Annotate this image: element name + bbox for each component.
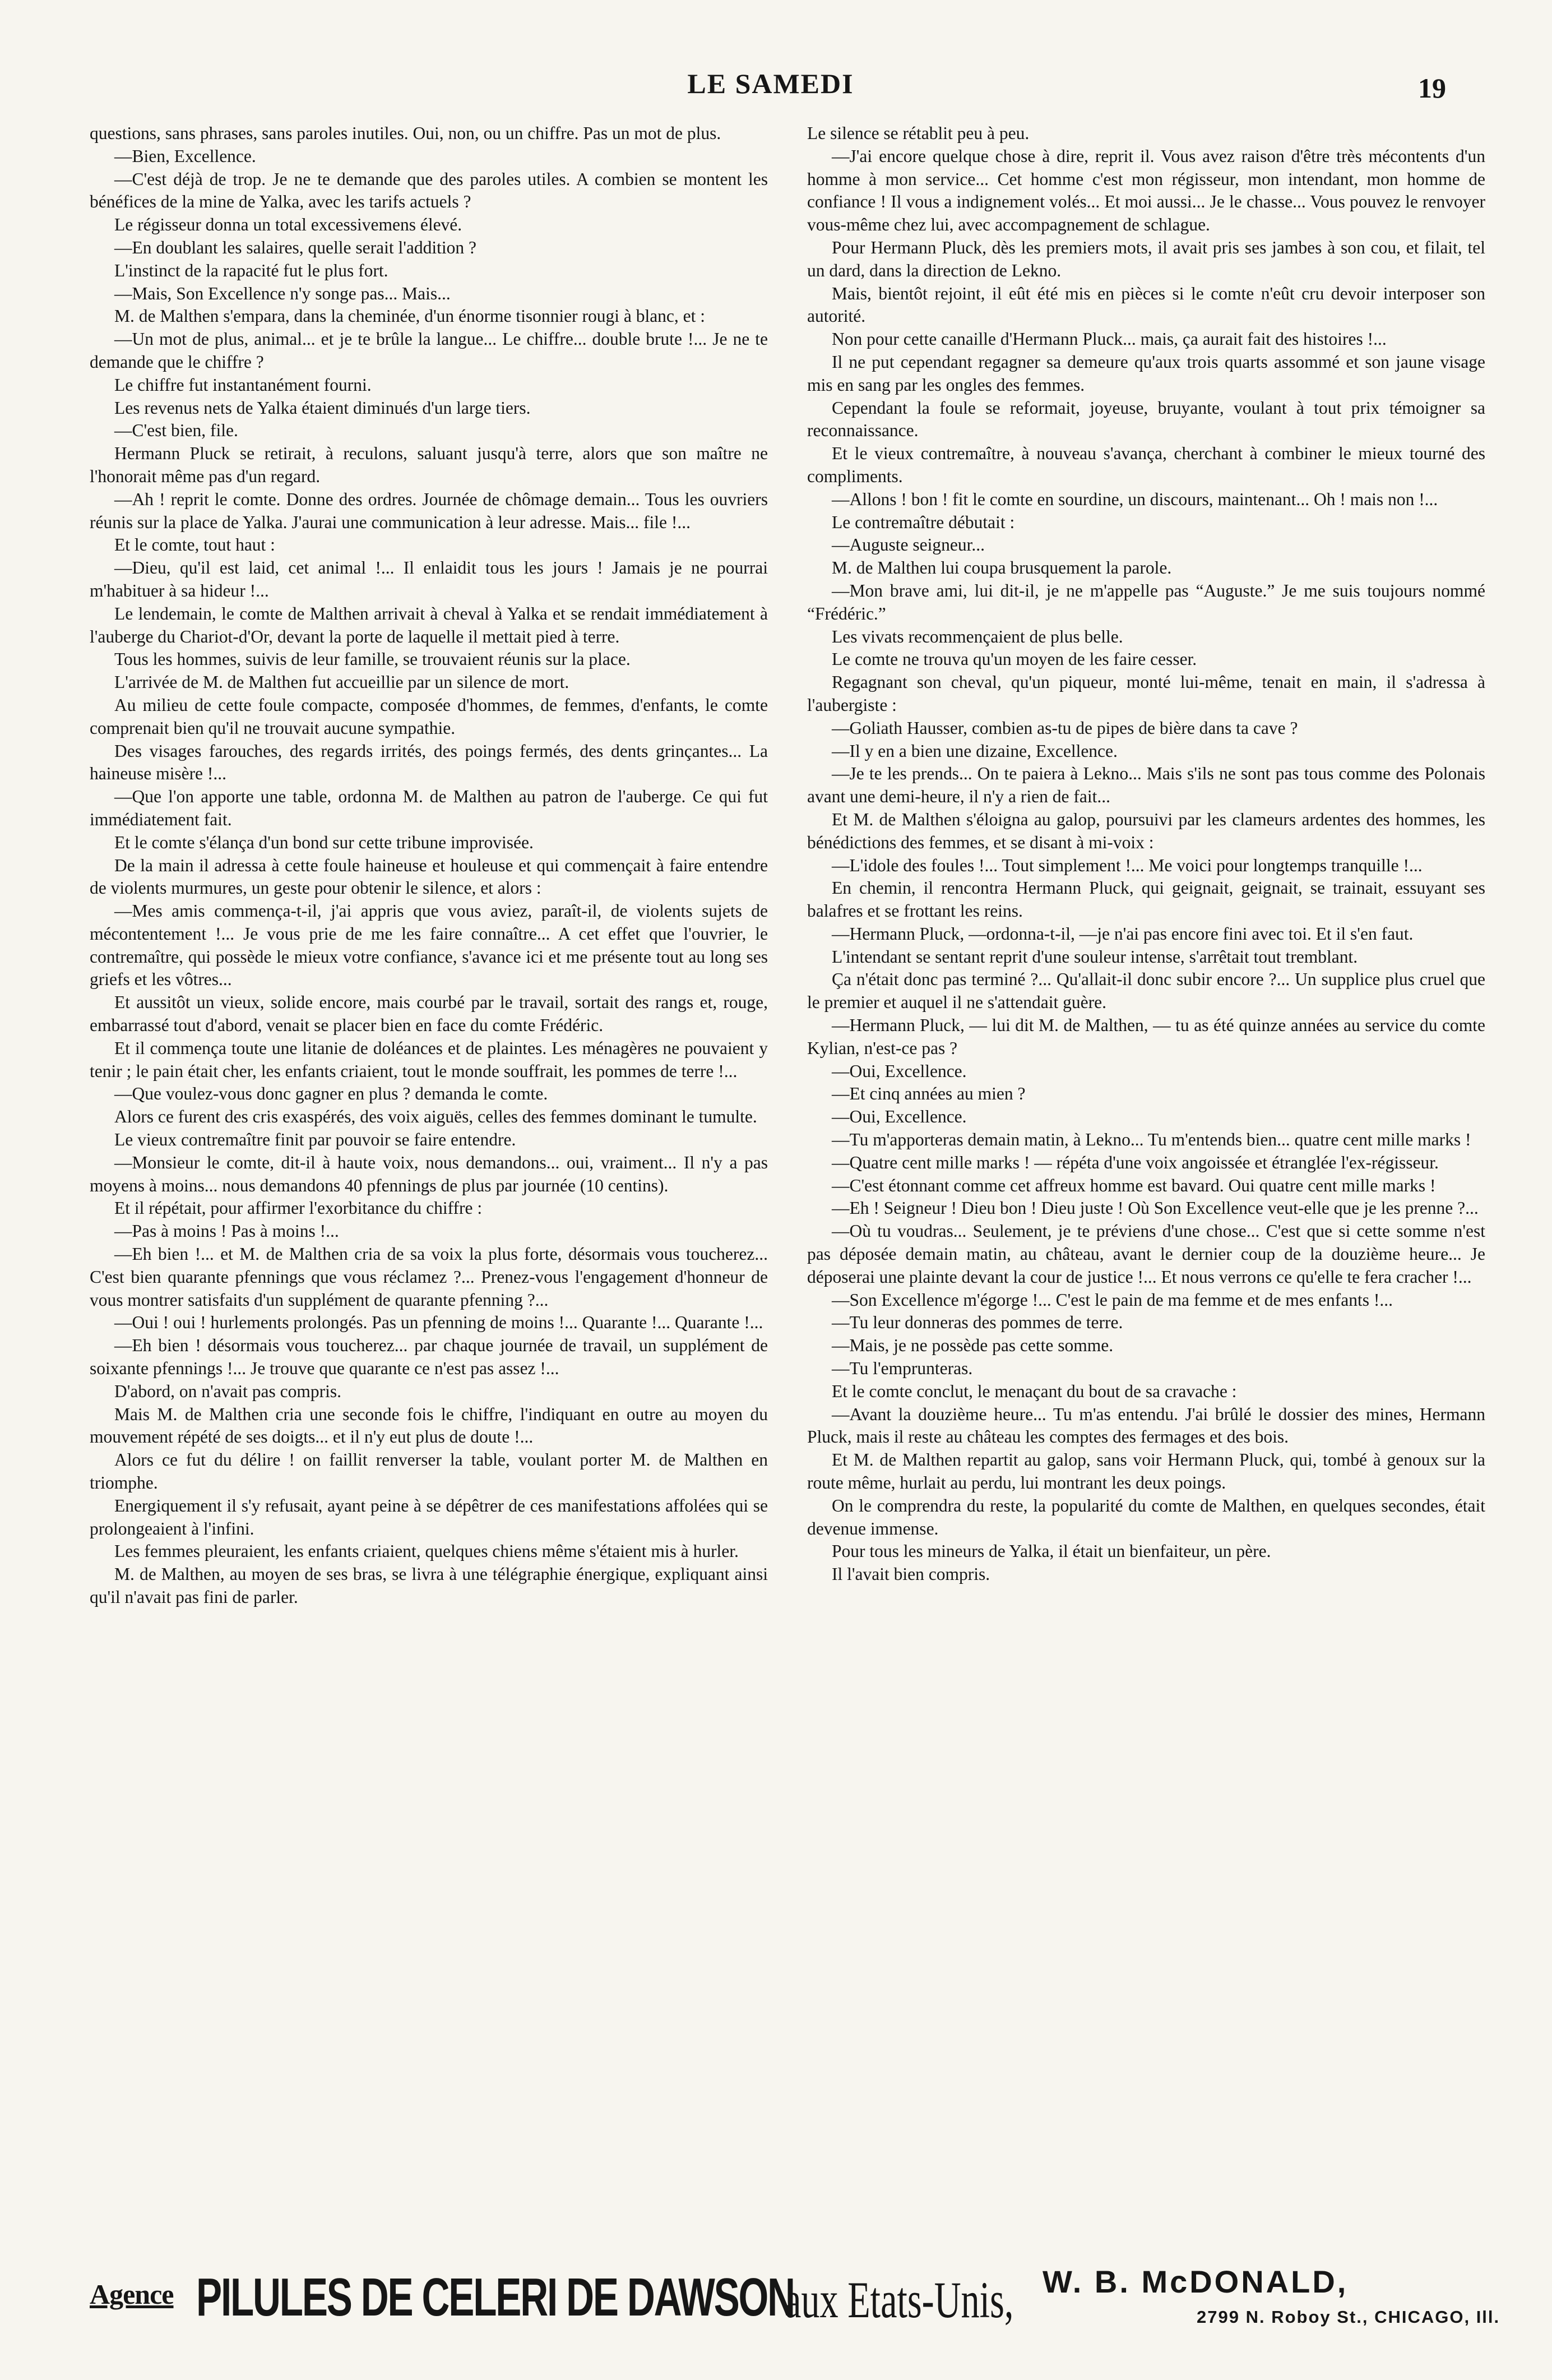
paragraph: Pour tous les mineurs de Yalka, il était un bienfaiteur, un père. bbox=[832, 1541, 1271, 1561]
paragraph: Les femmes pleuraient, les enfants criaient, quelques chiens même s'étaient mis à hurler. bbox=[114, 1541, 739, 1561]
paragraph: questions, sans phrases, sans paroles inutiles. Oui, non, ou un chiffre. Pas un mot de plus. bbox=[90, 123, 721, 143]
paragraph: —Tu l'emprunteras. bbox=[832, 1358, 973, 1379]
paragraph: —Avant la douzième heure... Tu m'as entendu. J'ai brûlé le dossier des mines, Hermann Pluck, mais il reste au château les comptes des fermages et des bois. bbox=[807, 1404, 1485, 1447]
paragraph: —Quatre cent mille marks ! — répéta d'une voix angoissée et étranglée l'ex-régisseur. bbox=[832, 1152, 1439, 1172]
paragraph: Et le comte s'élança d'un bond sur cette tribune improvisée. bbox=[114, 832, 534, 852]
paragraph: Regagnant son cheval, qu'un piqueur, monté lui-même, tenait en main, il s'adressa à l'aubergiste : bbox=[807, 672, 1485, 715]
ad-region: aux Etats-Unis, bbox=[785, 2271, 1014, 2328]
paragraph: —Un mot de plus, animal... et je te brûle la langue... Le chiffre... double brute !... Je ne te demande que le chiffre ? bbox=[90, 329, 768, 372]
left-column bbox=[90, 122, 768, 2253]
paragraph: —C'est étonnant comme cet affreux homme est bavard. Oui quatre cent mille marks ! bbox=[832, 1175, 1436, 1195]
paragraph: —J'ai encore quelque chose à dire, reprit il. Vous avez raison d'être très mécontents d'un homme à mon service... Cet homme c'est mon régisseur, mon intendant, mon homme de confiance ! Il vous a indignement volés... Et moi aussi... Je le chasse... Vous pouvez le renvoyer vous-même chez lui, avec accompagnement de schlague. bbox=[807, 146, 1485, 235]
paragraph: —Pas à moins ! Pas à moins !... bbox=[114, 1221, 339, 1241]
paragraph: L'instinct de la rapacité fut le plus fort. bbox=[114, 260, 388, 280]
paragraph: —Que voulez-vous donc gagner en plus ? demanda le comte. bbox=[114, 1084, 548, 1104]
paragraph: —Tu leur donneras des pommes de terre. bbox=[832, 1313, 1123, 1333]
paragraph: Et le comte conclut, le menaçant du bout de sa cravache : bbox=[832, 1381, 1237, 1401]
paragraph: Energiquement il s'y refusait, ayant peine à se dépêtrer de ces manifestations affolées qui se prolongeaient à l'infini. bbox=[90, 1495, 768, 1538]
paragraph: Hermann Pluck se retirait, à reculons, saluant jusqu'à terre, alors que son maître ne l'honorait même pas d'un regard. bbox=[90, 443, 768, 486]
paragraph: —Mais, je ne possède pas cette somme. bbox=[832, 1335, 1114, 1356]
ad-address: 2799 N. Roboy St., CHICAGO, Ill. bbox=[1197, 2307, 1500, 2327]
paragraph: M. de Malthen, au moyen de ses bras, se livra à une télégraphie énergique, expliquant ainsi qu'il n'avait pas fini de parler. bbox=[90, 1564, 768, 1607]
paragraph: De la main il adressa à cette foule haineuse et houleuse et qui commençait à faire entendre de violents murmures, un geste pour obtenir le silence, et alors : bbox=[90, 855, 768, 898]
paragraph: Alors ce furent des cris exaspérés, des voix aiguës, celles des femmes dominant le tumulte. bbox=[114, 1107, 757, 1127]
paragraph: —En doublant les salaires, quelle serait l'addition ? bbox=[114, 237, 476, 257]
paragraph: —L'idole des foules !... Tout simplement !... Me voici pour longtemps tranquille !... bbox=[832, 855, 1423, 875]
paragraph: —C'est bien, file. bbox=[114, 420, 238, 441]
paragraph: —Où tu voudras... Seulement, je te préviens d'une chose... C'est que si cette somme n'est pas déposée demain matin, au château, avant le dernier coup de la douzième heure... Je déposerai une plainte devant la cour de justice !... Et nous verrons ce qu'elle te fera cracher !... bbox=[807, 1221, 1485, 1287]
paragraph: Non pour cette canaille d'Hermann Pluck... mais, ça aurait fait des histoires !... bbox=[832, 329, 1387, 349]
paragraph: Et aussitôt un vieux, solide encore, mais courbé par le travail, sortait des rangs et, rouge, embarrassé tout d'abord, venait se placer bien en face du comte Frédéric. bbox=[90, 992, 768, 1036]
paragraph: —Eh ! Seigneur ! Dieu bon ! Dieu juste ! Où Son Excellence veut-elle que je les prenne ?... bbox=[832, 1198, 1479, 1218]
paragraph: Mais, bientôt rejoint, il eût été mis en pièces si le comte n'eût cru devoir interposer son autorité. bbox=[807, 283, 1485, 326]
paragraph: Le chiffre fut instantanément fourni. bbox=[114, 375, 372, 395]
paragraph: En chemin, il rencontra Hermann Pluck, qui geignait, geignait, se trainait, essuyant ses balafres et se frottant les reins. bbox=[807, 878, 1485, 921]
paragraph: Les vivats recommençaient de plus belle. bbox=[832, 626, 1123, 646]
paragraph: Des visages farouches, des regards irrités, des poings fermés, des dents grinçantes... La haineuse misère !... bbox=[90, 741, 768, 784]
right-column bbox=[807, 122, 1485, 2253]
paragraph: Les revenus nets de Yalka étaient diminués d'un large tiers. bbox=[114, 398, 531, 418]
paragraph: —Que l'on apporte une table, ordonna M. de Malthen au patron de l'auberge. Ce qui fut immédiatement fait. bbox=[90, 787, 768, 829]
paragraph: Ça n'était donc pas terminé ?... Qu'allait-il donc subir encore ?... Un supplice plus cruel que le premier et auquel il ne s'attendait guère. bbox=[807, 969, 1485, 1013]
paragraph: —Oui, Excellence. bbox=[832, 1107, 967, 1127]
paragraph: —Auguste seigneur... bbox=[832, 535, 985, 555]
paragraph: —Hermann Pluck, —ordonna-t-il, —je n'ai pas encore fini avec toi. Et il s'en faut. bbox=[832, 923, 1414, 944]
paragraph: —Eh bien !... et M. de Malthen cria de sa voix la plus forte, désormais vous toucherez... C'est bien quarante pfennings que vous réclamez ?... Prenez-vous l'engagement d'honneur de vous montrer satisfaits d'un supplément de quarante pfenning ?... bbox=[90, 1244, 768, 1310]
paragraph: Le lendemain, le comte de Malthen arrivait à cheval à Yalka et se rendait immédiatement à l'auberge du Chariot-d'Or, devant la porte de laquelle il mettait pied à terre. bbox=[90, 603, 768, 646]
paragraph: —C'est déjà de trop. Je ne te demande que des paroles utiles. A combien se montent les bénéfices de la mine de Yalka, avec les tarifs actuels ? bbox=[90, 169, 768, 212]
paragraph: —Ah ! reprit le comte. Donne des ordres. Journée de chômage demain... Tous les ouvriers réunis sur la place de Yalka. J'aurai une communication à leur adresse. Mais... file !... bbox=[90, 489, 768, 532]
paragraph: D'abord, on n'avait pas compris. bbox=[114, 1381, 342, 1401]
paragraph: —Mon brave ami, lui dit-il, je ne m'appelle pas “Auguste.” Je me suis toujours nommé “Frédéric.” bbox=[807, 580, 1485, 623]
paragraph: Et le comte, tout haut : bbox=[114, 535, 275, 555]
paragraph: Et M. de Malthen s'éloigna au galop, poursuivi par les clameurs ardentes des hommes, les bénédictions des femmes, et se disant à mi-voix : bbox=[807, 809, 1485, 852]
paragraph: Au milieu de cette foule compacte, composée d'hommes, de femmes, d'enfants, le comte comprenait bien qu'il ne trouvait aucune sympathie. bbox=[90, 695, 768, 738]
paragraph: —Monsieur le comte, dit-il à haute voix, nous demandons... oui, vraiment... Il n'y a pas moyens à moins... nous demandons 40 pfennings de plus par journée (10 centins). bbox=[90, 1152, 768, 1195]
paragraph: M. de Malthen s'empara, dans la cheminée, d'un énorme tisonnier rougi à blanc, et : bbox=[114, 306, 706, 326]
paragraph: —Bien, Excellence. bbox=[114, 146, 256, 166]
paragraph: —Son Excellence m'égorge !... C'est le pain de ma femme et de mes enfants !... bbox=[832, 1290, 1393, 1310]
paragraph: On le comprendra du reste, la popularité du comte de Malthen, en quelques secondes, était devenue immense. bbox=[807, 1495, 1485, 1538]
paragraph: Cependant la foule se reformait, joyeuse, bruyante, voulant à tout prix témoigner sa reconnaissance. bbox=[807, 398, 1485, 441]
ad-company: W. B. McDONALD, bbox=[1043, 2264, 1349, 2299]
newspaper-title: LE SAMEDI bbox=[687, 68, 854, 99]
paragraph: Le régisseur donna un total excessivemens élevé. bbox=[114, 215, 462, 235]
paragraph: M. de Malthen lui coupa brusquement la parole. bbox=[832, 558, 1172, 578]
paragraph: —Mes amis commença-t-il, j'ai appris que vous aviez, paraît-il, de violents sujets de mécontentement !... Je vous prie de me les faire connaître... A cet effet que l'ouvrier, le contremaître, qui possède le mieux votre confiance, s'avance ici et me présente tout au long ses griefs et les vôtres... bbox=[90, 901, 768, 990]
paragraph: Le contremaître débutait : bbox=[832, 512, 1015, 532]
paragraph: Alors ce fut du délire ! on faillit renverser la table, voulant porter M. de Malthen en triomphe. bbox=[90, 1450, 768, 1493]
ad-agence: Agence bbox=[90, 2279, 174, 2310]
paragraph: —Hermann Pluck, — lui dit M. de Malthen, — tu as été quinze années au service du comte Kylian, n'est-ce pas ? bbox=[807, 1015, 1485, 1058]
paragraph: Le vieux contremaître finit par pouvoir se faire entendre. bbox=[114, 1130, 516, 1150]
paragraph: —Oui, Excellence. bbox=[832, 1061, 967, 1081]
ad-product: PILULES DE CELERI DE DAWSON bbox=[196, 2267, 794, 2327]
paragraph: Il ne put cependant regagner sa demeure qu'aux trois quarts assommé et son jaune visage mis en sang par les ongles des femmes. bbox=[807, 352, 1485, 395]
paragraph: Et il répétait, pour affirmer l'exorbitance du chiffre : bbox=[114, 1198, 483, 1218]
paragraph: —Allons ! bon ! fit le comte en sourdine, un discours, maintenant... Oh ! mais non !... bbox=[832, 489, 1438, 509]
paragraph: Le comte ne trouva qu'un moyen de les faire cesser. bbox=[832, 649, 1197, 669]
paragraph: Mais M. de Malthen cria une seconde fois le chiffre, l'indiquant en outre au moyen du mouvement répété de ses doigts... et il n'y eut plus de doute !... bbox=[90, 1404, 768, 1447]
paragraph: Pour Hermann Pluck, dès les premiers mots, il avait pris ses jambes à son cou, et filait, tel un dard, dans la direction de Lekno. bbox=[807, 237, 1485, 280]
paragraph: Le silence se rétablit peu à peu. bbox=[807, 123, 1030, 143]
paragraph: Tous les hommes, suivis de leur famille, se trouvaient réunis sur la place. bbox=[114, 649, 631, 669]
paragraph: —Et cinq années au mien ? bbox=[832, 1084, 1026, 1104]
paragraph: —Eh bien ! désormais vous toucherez... par chaque journée de travail, un supplément de soixante pfennings !... Je trouve que quarante ce n'est pas assez !... bbox=[90, 1335, 768, 1379]
paragraph: Et M. de Malthen repartit au galop, sans voir Hermann Pluck, qui, tombé à genoux sur la route même, hurlait au perdu, lui montrant les deux poings. bbox=[807, 1450, 1485, 1493]
paragraph: Et le vieux contremaître, à nouveau s'avança, cherchant à combiner le mieux tourné des compliments. bbox=[807, 443, 1485, 486]
page-number: 19 bbox=[1418, 72, 1446, 104]
paragraph: —Oui ! oui ! hurlements prolongés. Pas un pfenning de moins !... Quarante !... Quarante !... bbox=[114, 1313, 763, 1333]
paragraph: —Mais, Son Excellence n'y songe pas... Mais... bbox=[114, 283, 451, 303]
advertisement bbox=[90, 2262, 1500, 2341]
paragraph: Et il commença toute une litanie de doléances et de plaintes. Les ménagères ne pouvaient y tenir ; le pain était cher, les enfants criaient, tout le monde souffrait, les pommes de terre !... bbox=[90, 1038, 768, 1081]
paragraph: —Je te les prends... On te paiera à Lekno... Mais s'ils ne sont pas tous comme des Polonais avant une demi-heure, il n'y a rien de fait... bbox=[807, 764, 1485, 807]
paragraph: L'intendant se sentant reprit d'une souleur intense, s'arrêtait tout tremblant. bbox=[832, 946, 1358, 967]
paragraph: Il l'avait bien compris. bbox=[832, 1564, 990, 1584]
page-header bbox=[84, 67, 1457, 112]
paragraph: —Dieu, qu'il est laid, cet animal !... Il enlaidit tous les jours ! Jamais je ne pourrai m'habituer à sa hideur !... bbox=[90, 558, 768, 600]
paragraph: —Il y en a bien une dizaine, Excellence. bbox=[832, 741, 1118, 761]
paragraph: L'arrivée de M. de Malthen fut accueillie par un silence de mort. bbox=[114, 672, 569, 692]
paragraph: —Tu m'apporteras demain matin, à Lekno... Tu m'entends bien... quatre cent mille marks ! bbox=[832, 1130, 1471, 1150]
paragraph: —Goliath Hausser, combien as-tu de pipes de bière dans ta cave ? bbox=[832, 718, 1298, 738]
